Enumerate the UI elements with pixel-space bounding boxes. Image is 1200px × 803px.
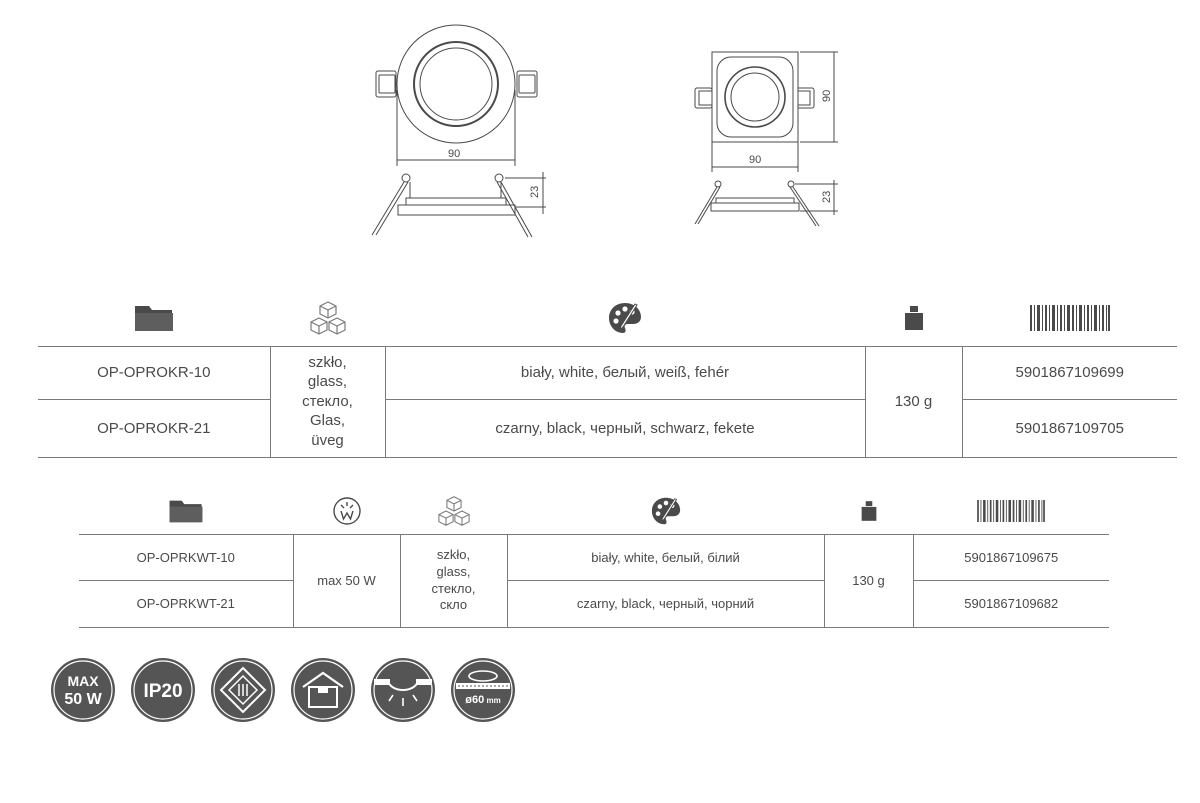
round-fitting-side-view: [372, 172, 546, 237]
recessed-light-icon: [370, 657, 436, 723]
product-code: OP-OPROKR-21: [38, 399, 270, 457]
color-cell: biały, white, белый, білий: [507, 534, 824, 580]
weight-cell: 130 g: [824, 534, 913, 627]
palette-icon: [507, 488, 824, 534]
cubes-icon: [400, 488, 507, 534]
ean-cell: 5901867109682: [913, 580, 1109, 627]
product-code: OP-OPRKWT-10: [79, 534, 293, 580]
power-cell: max 50 W: [293, 534, 400, 627]
color-cell: czarny, black, черный, чорний: [507, 580, 824, 627]
spec-table-round: [38, 290, 1177, 458]
weight-cell: 130 g: [865, 346, 962, 457]
square-fitting-side-view: [695, 180, 838, 226]
material-cell: szkło, glass, стекло, Glas, üveg: [270, 346, 385, 457]
ean-cell: 5901867109675: [913, 534, 1109, 580]
square-side-label: 90: [821, 89, 833, 102]
insulation-class-icon: [210, 657, 276, 723]
ip-rating-badge: [130, 657, 196, 723]
ean-cell: 5901867109699: [962, 346, 1177, 399]
wattage-icon: [293, 488, 400, 534]
weight-icon: [824, 488, 913, 534]
barcode-icon: [962, 290, 1177, 346]
cutout-diameter-badge: [450, 657, 516, 723]
material-cell: szkło, glass, стекло, скло: [400, 534, 507, 627]
max-power-badge: [50, 657, 116, 723]
diameter-unit: mm: [486, 696, 501, 705]
round-width-label: 90: [448, 148, 461, 160]
weight-icon: [865, 290, 962, 346]
max-label: MAX: [67, 673, 99, 689]
round-fitting-top-view: [376, 25, 537, 166]
technical-drawings: [0, 0, 1200, 260]
cubes-icon: [270, 290, 385, 346]
indoor-use-icon: [290, 657, 356, 723]
color-cell: biały, white, белый, weiß, fehér: [385, 346, 865, 399]
round-height-label: 23: [529, 185, 541, 198]
palette-icon: [385, 290, 865, 346]
ip-label: IP20: [143, 681, 183, 702]
folder-icon: [38, 290, 270, 346]
folder-icon: [79, 488, 293, 534]
ean-cell: 5901867109705: [962, 399, 1177, 457]
product-code: OP-OPRKWT-21: [79, 580, 293, 627]
square-height-label: 23: [821, 190, 833, 203]
square-width-label: 90: [749, 154, 762, 166]
barcode-icon: [913, 488, 1109, 534]
square-fitting-top-view: [695, 52, 838, 172]
product-code: OP-OPROKR-10: [38, 346, 270, 399]
power-label: 50 W: [64, 691, 102, 708]
diameter-label: ø60: [465, 694, 485, 706]
spec-table-square: [79, 488, 1109, 628]
color-cell: czarny, black, черный, schwarz, fekete: [385, 399, 865, 457]
